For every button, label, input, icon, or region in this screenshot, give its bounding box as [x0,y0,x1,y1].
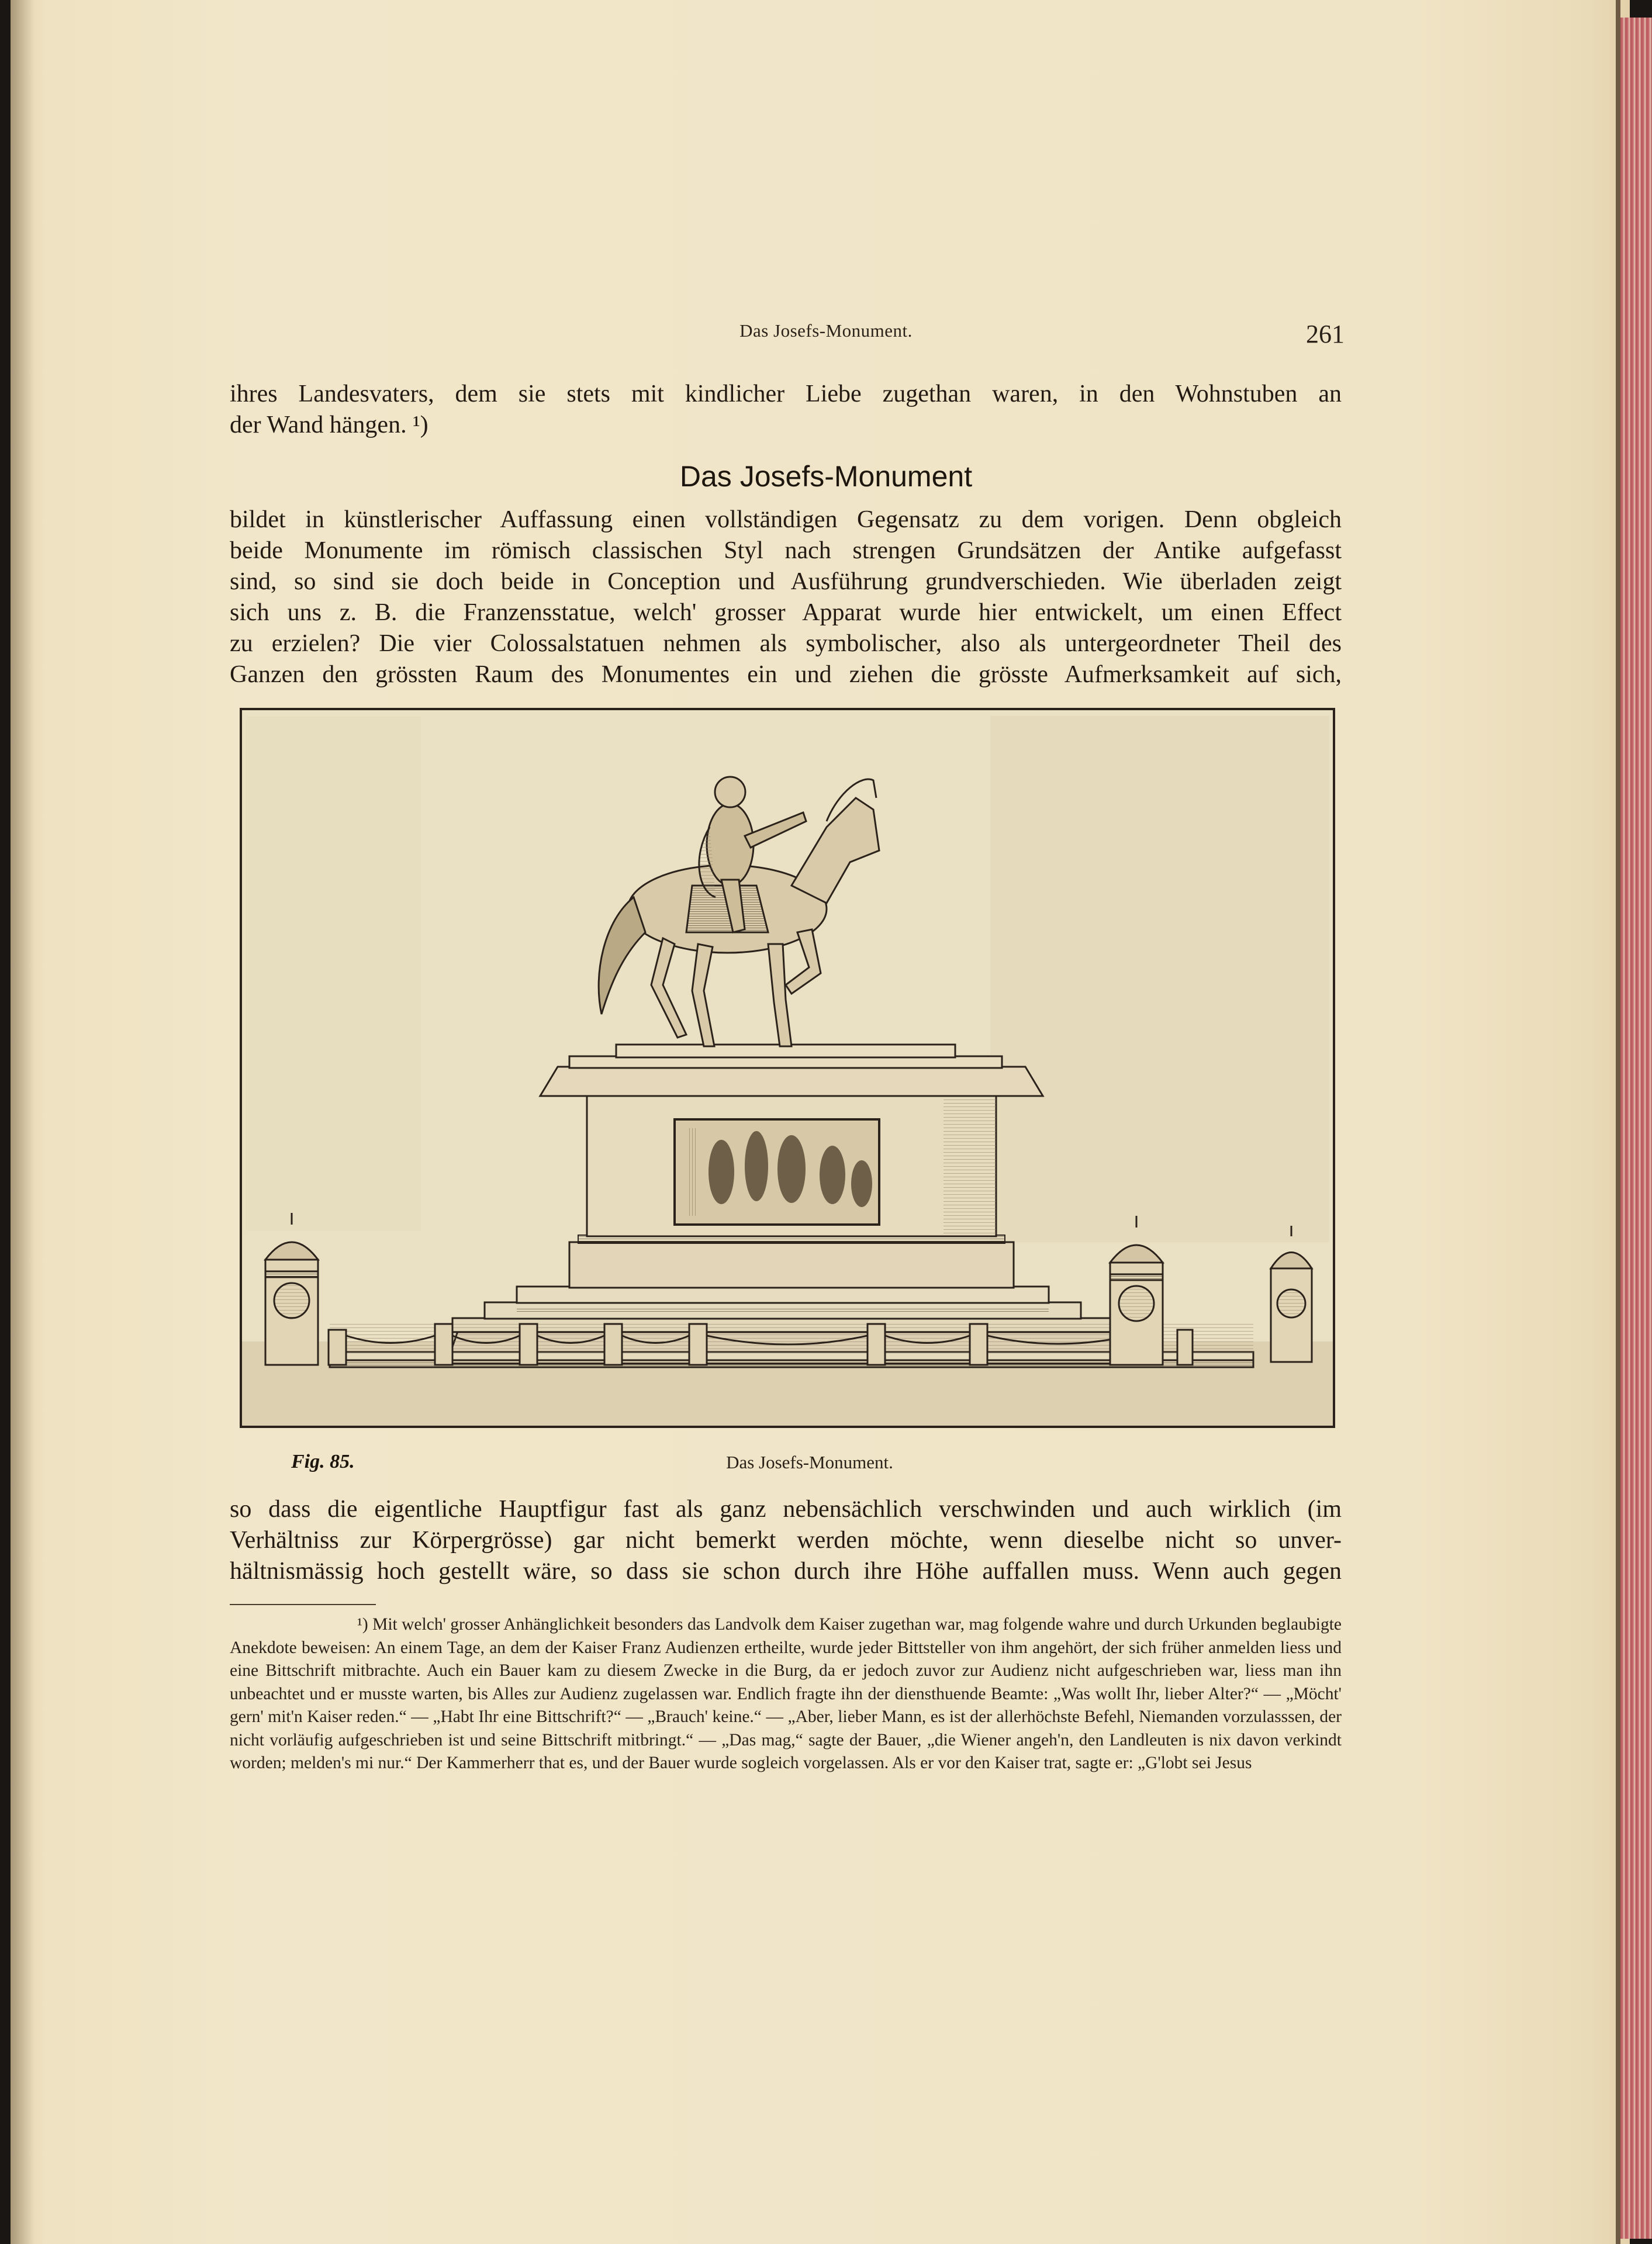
figure-caption: Das Josefs-Monument. [726,1452,893,1472]
text-line: bildet in künstlerischer Auffassung einen vollständigen Gegensatz zu dem vorigen. Denn obgleich [230,506,1342,533]
text-line: der Wand hängen. ¹) [230,412,428,438]
footnote-rule [230,1604,376,1605]
text-line: ihres Landesvaters, dem sie stets mit kindlicher Liebe zugethan waren, in den Wohnstuben an [230,381,1342,407]
text-line: hältnismässig hoch gestellt wäre, so dass sie schon durch ihre Höhe auffallen muss. Wenn auch gegen [230,1558,1342,1585]
footnote-text: Mit welch' grosser Anhänglichkeit besonders das Landvolk dem Kaiser zugethan war, mag folgende wahre und durch Urkunden beglaubigte Anekdote beweisen: An einem Tage, an dem der Kaiser Franz Audienzen ertheilte, wurde jeder Bittsteller von ihm angehört, der sich früher anmelden liess und eine Bittschrift mitbrachte. Auch ein Bauer kam zu diesem Zwecke in die Burg, da er jedoch zuvor zur Audienz nicht aufgeschrieben war, liess man ihn unbeachtet und er musste warten, bis Alles zur Audienz zugelassen war. Endlich fragte ihn der diensthuende Beamte: „Was wollt Ihr, lieber Alter?“ — „Möcht' gern' mit'n Kaiser reden.“ — „Habt Ihr eine Bittschrift?“ — „Brauch' keine.“ — „Aber, lieber Mann, es ist der allerhöchste Befehl, Niemanden vorzulasssen, der nicht vorläufig aufgeschrieben ist und seine Bittschrift mitbringt.“ — „Das mag,“ sagte der Bauer, „die Wiener angeh'n, den Landleuten is nix davon verkindt worden; melden's mi nur.“ Der Kammerherr that es, und der Bauer wurde sogleich vorgelassen. Als er vor den Kaiser trat, sagte er: „G'lobt sei Jesus [230,1615,1342,1772]
page-number: 261 [1306,320,1345,348]
pedestal [540,1045,1043,1288]
background-building [246,716,421,1230]
text-line: zu erzielen? Die vier Colossalstatuen nehmen als symbolischer, also als untergeordneter Theil des [230,630,1342,657]
text-line: sind, so sind sie doch beide in Conception und Ausführung grundverschieden. Wie überladen zeigt [230,568,1342,595]
main-paragraph [230,504,1342,690]
intro-paragraph [230,379,1342,441]
section-heading: Das Josefs-Monument [679,460,973,493]
background-building [990,716,1329,1242]
figure-illustration [240,708,1335,1428]
monument-engraving [242,710,1333,1426]
text-line: Ganzen den grössten Raum des Monumentes ein und ziehen die grösste Aufmerksamkeit auf sich, [230,661,1342,688]
continuation-paragraph [230,1494,1342,1587]
text-line: Verhältniss zur Körpergrösse) gar nicht bemerkt werden möchte, wenn dieselbe nicht so unver- [230,1527,1342,1554]
footnote [230,1613,1342,1775]
red-page-edges [1620,18,1652,2239]
footnote-marker: ¹) [357,1615,368,1634]
figure-number: Fig. 85. [291,1451,355,1472]
running-head: Das Josefs-Monument. [739,320,913,341]
text-line: beide Monumente im römisch classischen Styl nach strengen Grundsätzen der Antike aufgefasst [230,537,1342,564]
text-line: so dass die eigentliche Hauptfigur fast als ganz nebensächlich verschwinden und auch wirklich (im [230,1496,1342,1523]
text-line: sich uns z. B. die Franzensstatue, welch' grosser Apparat wurde hier entwickelt, um einen Effect [230,599,1342,626]
relief-panel [675,1119,879,1225]
